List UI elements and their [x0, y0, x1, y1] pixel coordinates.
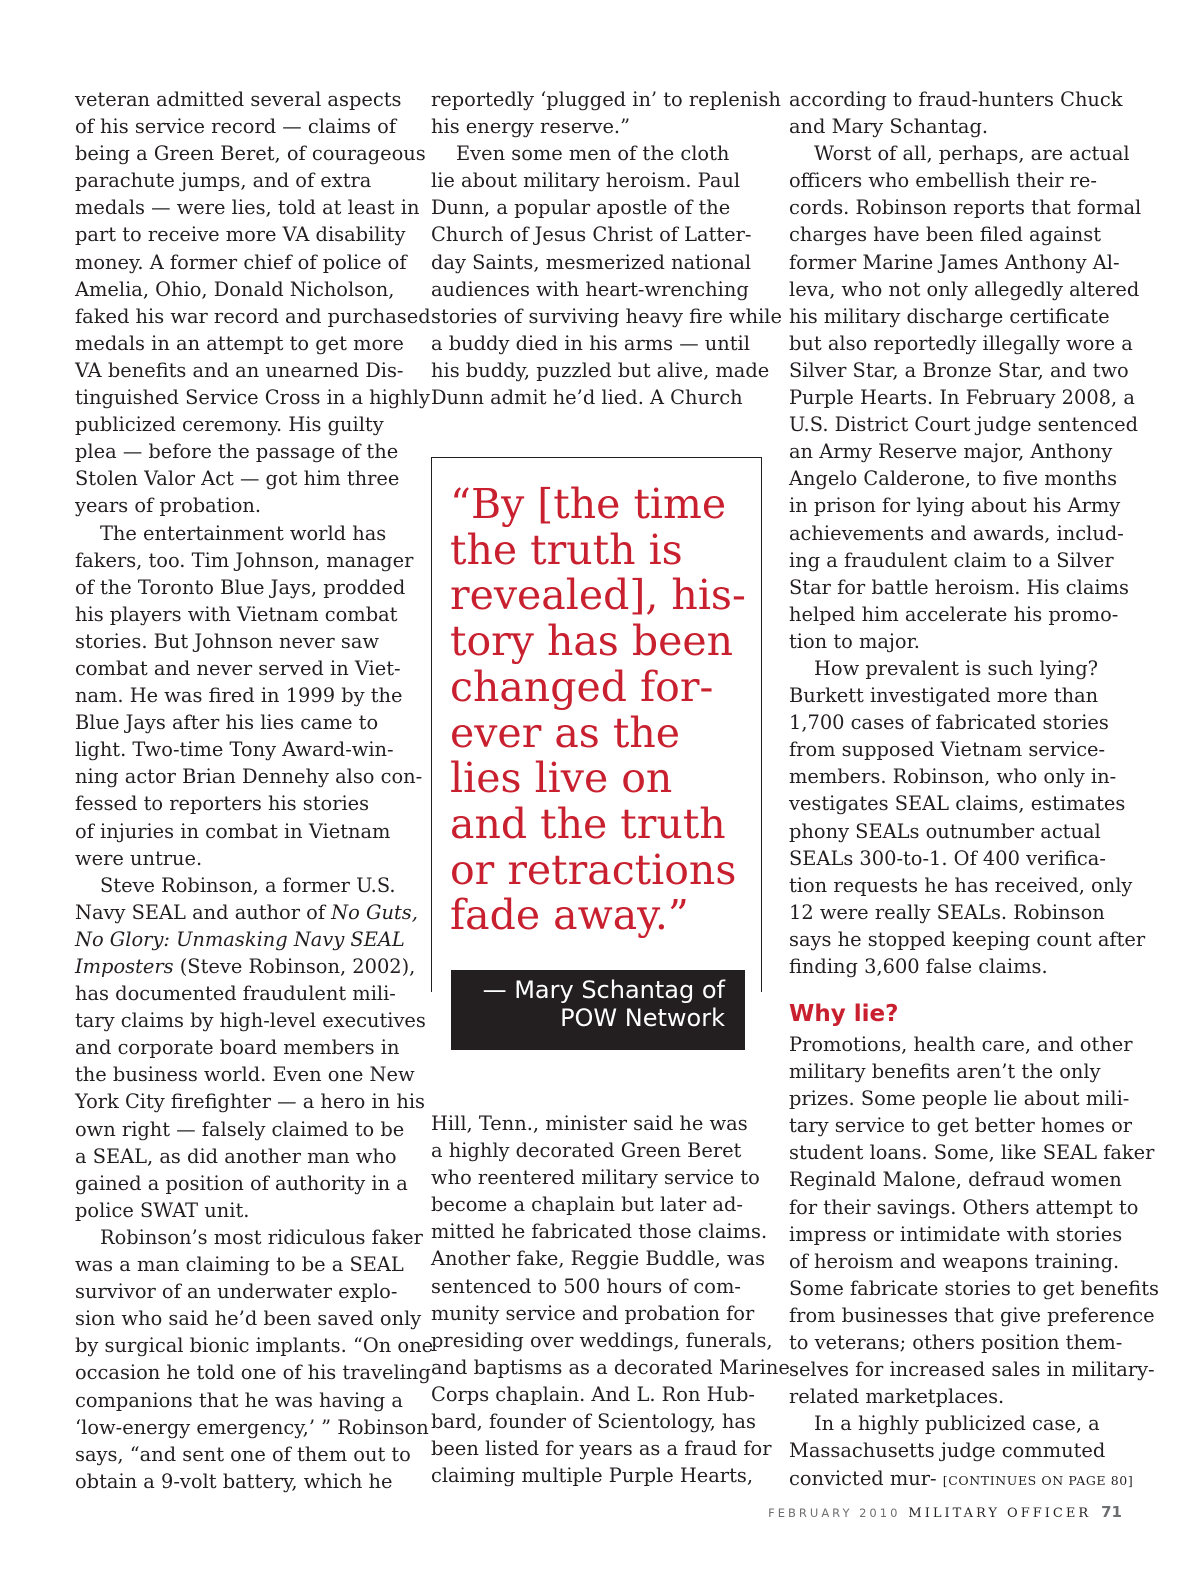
text-line: says, “and sent one of them out to [75, 1442, 411, 1466]
text-line: become a chaplain but later ad- [431, 1193, 743, 1217]
text-line: tion to major. [789, 629, 920, 653]
text-line: How prevalent is such lying? [814, 656, 1099, 680]
text-line: Blue Jays after his lies came to [75, 711, 379, 735]
issue-date: FEBRUARY 2010 [768, 1506, 901, 1520]
text-line [789, 1465, 1134, 1492]
text-line: Steve Robinson, a former U.S. [100, 873, 396, 897]
article-column-2-bottom [431, 1110, 790, 1489]
text-line: Massachusetts judge commuted [789, 1439, 1106, 1463]
text-line: phony SEALs outnumber actual [789, 819, 1101, 843]
quote-line: changed for- [450, 662, 714, 711]
book-title: No Guts, [331, 900, 418, 924]
text-line: Star for battle heroism. His claims [789, 575, 1129, 599]
text-line: ning actor Brian Dennehy also con- [75, 765, 423, 789]
text-line: a highly decorated Green Beret [431, 1139, 742, 1163]
text-line: gained a position of authority in a [75, 1171, 408, 1195]
text-line: ‘low-energy emergency,’ ” Robinson [75, 1415, 429, 1439]
book-title: No Glory: Unmasking Navy SEAL [75, 927, 405, 951]
text-line: Purple Hearts. In February 2008, a [789, 386, 1135, 410]
book-title: Imposters [75, 955, 174, 978]
text-line: and Mary Schantag. [789, 115, 989, 139]
text-line: leva, who not only allegedly altered [789, 277, 1140, 301]
text-line: military benefits aren’t the only [789, 1060, 1101, 1084]
text-line: The entertainment world has [100, 521, 387, 545]
text-line: student loans. Some, like SEAL faker [789, 1141, 1155, 1165]
text-line: the business world. Even one New [75, 1063, 415, 1087]
text-line: Dunn, a popular apostle of the [431, 196, 731, 220]
text-line: Amelia, Ohio, Donald Nicholson, [75, 277, 395, 301]
article-column-3-continued [789, 1031, 1159, 1492]
text-line: been listed for years as a fraud for [431, 1437, 772, 1461]
text-line: tion requests he has received, only [789, 873, 1133, 897]
text-line: related marketplaces. [789, 1385, 1005, 1409]
text-line: to veterans; others position them- [789, 1331, 1123, 1355]
text-line: reportedly ‘plugged in’ to replenish [431, 88, 781, 111]
text-line: day Saints, mesmerized national [431, 250, 752, 274]
text-line: a buddy died in his arms — until [431, 331, 750, 355]
section-subhead: Why lie? [789, 1001, 899, 1027]
article-column-1 [75, 86, 434, 1495]
text-line: stories of surviving heavy fire while [431, 304, 782, 328]
text-line: Corps chaplain. And L. Ron Hub- [431, 1382, 755, 1406]
text-line: medals — were lies, told at least in [75, 196, 420, 220]
text-line: from businesses that give preference [789, 1303, 1155, 1327]
text-line: in prison for lying about his Army [789, 494, 1121, 518]
text-line: charges have been filed against [789, 223, 1101, 247]
text-line: stories. But Johnson never saw [75, 629, 379, 653]
text-line: Angelo Calderone, to five months [789, 467, 1118, 491]
text-line: tary claims by high-level executives [75, 1009, 426, 1033]
text-line: an Army Reserve major, Anthony [789, 440, 1113, 464]
quote-line: the truth is [450, 525, 683, 574]
text-line: his energy reserve.” [431, 115, 630, 139]
text-line: cords. Robinson reports that formal [789, 196, 1142, 220]
text-line: police SWAT unit. [75, 1198, 250, 1222]
quote-line: revealed], his- [450, 571, 746, 620]
page-number: 71 [1101, 1503, 1122, 1521]
text-line: his military discharge certificate [789, 304, 1110, 328]
text-line: from supposed Vietnam service- [789, 738, 1106, 762]
text-line: his players with Vietnam combat [75, 602, 398, 626]
text-line: companions that he was having a [75, 1388, 403, 1412]
text-line: veteran admitted several aspects [75, 88, 402, 111]
text-line: says he stopped keeping count after [789, 927, 1146, 951]
text-line: faked his war record and purchased [75, 304, 431, 328]
text-line: by surgical bionic implants. “On one [75, 1334, 434, 1358]
text-line: selves for increased sales in military- [789, 1358, 1155, 1382]
text-line: 12 were really SEALs. Robinson [789, 900, 1105, 924]
text-line: years of probation. [75, 494, 262, 518]
text-line: a SEAL, as did another man who [75, 1144, 397, 1168]
text-line: and baptisms as a decorated Marine [431, 1355, 790, 1379]
page-footer [768, 1503, 1122, 1521]
text-line: according to fraud-hunters Chuck [789, 88, 1123, 111]
text-line: were untrue. [75, 846, 203, 870]
text-line: VA benefits and an unearned Dis- [75, 358, 404, 382]
text-line: prizes. Some people lie about mili- [789, 1087, 1130, 1111]
text-line: Church of Jesus Christ of Latter- [431, 223, 752, 247]
text-line: bard, founder of Scientology, has [431, 1410, 756, 1434]
text-line: tinguished Service Cross in a highly [75, 386, 430, 410]
text-line: who reentered military service to [431, 1166, 760, 1190]
text-line: money. A former chief of police of [75, 250, 407, 274]
article-column-2-top [431, 86, 782, 411]
pull-quote-text [450, 482, 760, 939]
text-line: Promotions, health care, and other [789, 1033, 1133, 1056]
text-line: obtain a 9-volt battery, which he [75, 1469, 393, 1493]
text-line: Another fake, Reggie Buddle, was [431, 1247, 766, 1271]
quote-line: fade away.” [450, 891, 689, 940]
text-line: Even some men of the cloth [456, 142, 730, 166]
text-line: helped him accelerate his promo- [789, 602, 1119, 626]
text-line: munity service and probation for [431, 1301, 755, 1325]
attribution-line: — Mary Schantag of [482, 976, 725, 1004]
text-line: part to receive more VA disability [75, 223, 406, 247]
pull-quote-box [431, 457, 762, 992]
text-run: (Steve Robinson, 2002), [173, 955, 416, 978]
text-line: Reginald Malone, defraud women [789, 1168, 1122, 1192]
text-line: fessed to reporters his stories [75, 792, 370, 816]
text-line: Hill, Tenn., minister said he was [431, 1112, 748, 1135]
text-line: occasion he told one of his traveling [75, 1361, 431, 1385]
text-line: fakers, too. Tim Johnson, manager [75, 548, 414, 572]
text-line: plea — before the passage of the [75, 440, 399, 464]
text-line: mitted he fabricated those claims. [431, 1220, 768, 1244]
publication-name: MILITARY OFFICER [908, 1506, 1092, 1521]
text-line: combat and never served in Viet- [75, 656, 401, 680]
text-line: impress or intimidate with stories [789, 1222, 1123, 1246]
text-line: of the Toronto Blue Jays, prodded [75, 575, 406, 599]
text-line: of his service record — claims of [75, 115, 397, 139]
text-line: SEALs 300-to-1. Of 400 verifica- [789, 846, 1106, 870]
text-line: finding 3,600 false claims. [789, 955, 1048, 978]
text-line: vestigates SEAL claims, estimates [789, 792, 1126, 816]
text-line: 1,700 cases of fabricated stories [789, 711, 1109, 735]
text-line: York City firefighter — a hero in his [75, 1090, 425, 1114]
quote-line: ever as the [450, 708, 680, 757]
text-line: sentenced to 500 hours of com- [431, 1274, 741, 1298]
text-line: claiming multiple Purple Hearts, [431, 1464, 753, 1488]
text-line: survivor of an underwater explo- [75, 1280, 398, 1304]
text-line: ing a fraudulent claim to a Silver [789, 548, 1114, 572]
pull-quote-attribution [451, 970, 745, 1050]
text-line: own right — falsely claimed to be [75, 1117, 405, 1141]
text-line: lie about military heroism. Paul [431, 169, 741, 193]
text-line: medals in an attempt to get more [75, 331, 404, 355]
text-line: being a Green Beret, of courageous [75, 142, 426, 166]
text-line: Worst of all, perhaps, are actual [814, 142, 1130, 166]
article-column-3 [789, 86, 1146, 980]
text-line: Robinson’s most ridiculous faker [100, 1225, 423, 1249]
attribution-line: POW Network [560, 1004, 725, 1032]
text-line: nam. He was fired in 1999 by the [75, 684, 403, 708]
quote-line: lies live on [450, 754, 673, 803]
quote-line: “By [the time [450, 480, 727, 528]
text-line [75, 899, 420, 926]
text-line: U.S. District Court judge sentenced [789, 413, 1139, 437]
text-line: Silver Star, a Bronze Star, and two [789, 358, 1129, 382]
quote-line: and the truth [450, 799, 726, 848]
text-line: achievements and awards, includ- [789, 521, 1124, 545]
text-line: publicized ceremony. His guilty [75, 413, 384, 437]
text-line [75, 953, 420, 980]
text-line: was a man claiming to be a SEAL [75, 1253, 404, 1277]
text-line: Dunn admit he’d lied. A Church [431, 386, 743, 410]
text-line: of injuries in combat in Vietnam [75, 819, 391, 843]
text-line: light. Two-time Tony Award-win- [75, 738, 394, 762]
text-run: convicted mur- [789, 1466, 937, 1490]
text-line: for their savings. Others attempt to [789, 1195, 1139, 1219]
text-line: Stolen Valor Act — got him three [75, 467, 400, 491]
text-run: Navy SEAL and author of [75, 900, 332, 924]
text-line [75, 926, 420, 953]
text-line: Some fabricate stories to get benefits [789, 1276, 1159, 1300]
quote-line: tory has been [450, 617, 734, 666]
text-line: former Marine James Anthony Al- [789, 250, 1120, 274]
text-line: but also reportedly illegally wore a [789, 331, 1133, 355]
text-line: members. Robinson, who only in- [789, 765, 1117, 789]
text-line: Burkett investigated more than [789, 684, 1099, 708]
text-line: and corporate board members in [75, 1036, 400, 1060]
quote-line: or retractions [450, 845, 737, 894]
text-line: In a highly publicized case, a [814, 1412, 1100, 1436]
text-line: presiding over weddings, funerals, [431, 1328, 773, 1352]
text-line: sion who said he’d been saved only [75, 1307, 422, 1331]
text-line: officers who embellish their re- [789, 169, 1097, 193]
text-line: his buddy, puzzled but alive, made [431, 358, 770, 382]
text-line: parachute jumps, and of extra [75, 169, 372, 193]
text-line: audiences with heart-wrenching [431, 277, 749, 301]
continues-jump-line: [CONTINUES ON PAGE 80] [942, 1472, 1134, 1488]
text-line: of heroism and weapons training. [789, 1249, 1120, 1273]
text-line: has documented fraudulent mili- [75, 982, 396, 1006]
text-line: tary service to get better homes or [789, 1114, 1133, 1138]
